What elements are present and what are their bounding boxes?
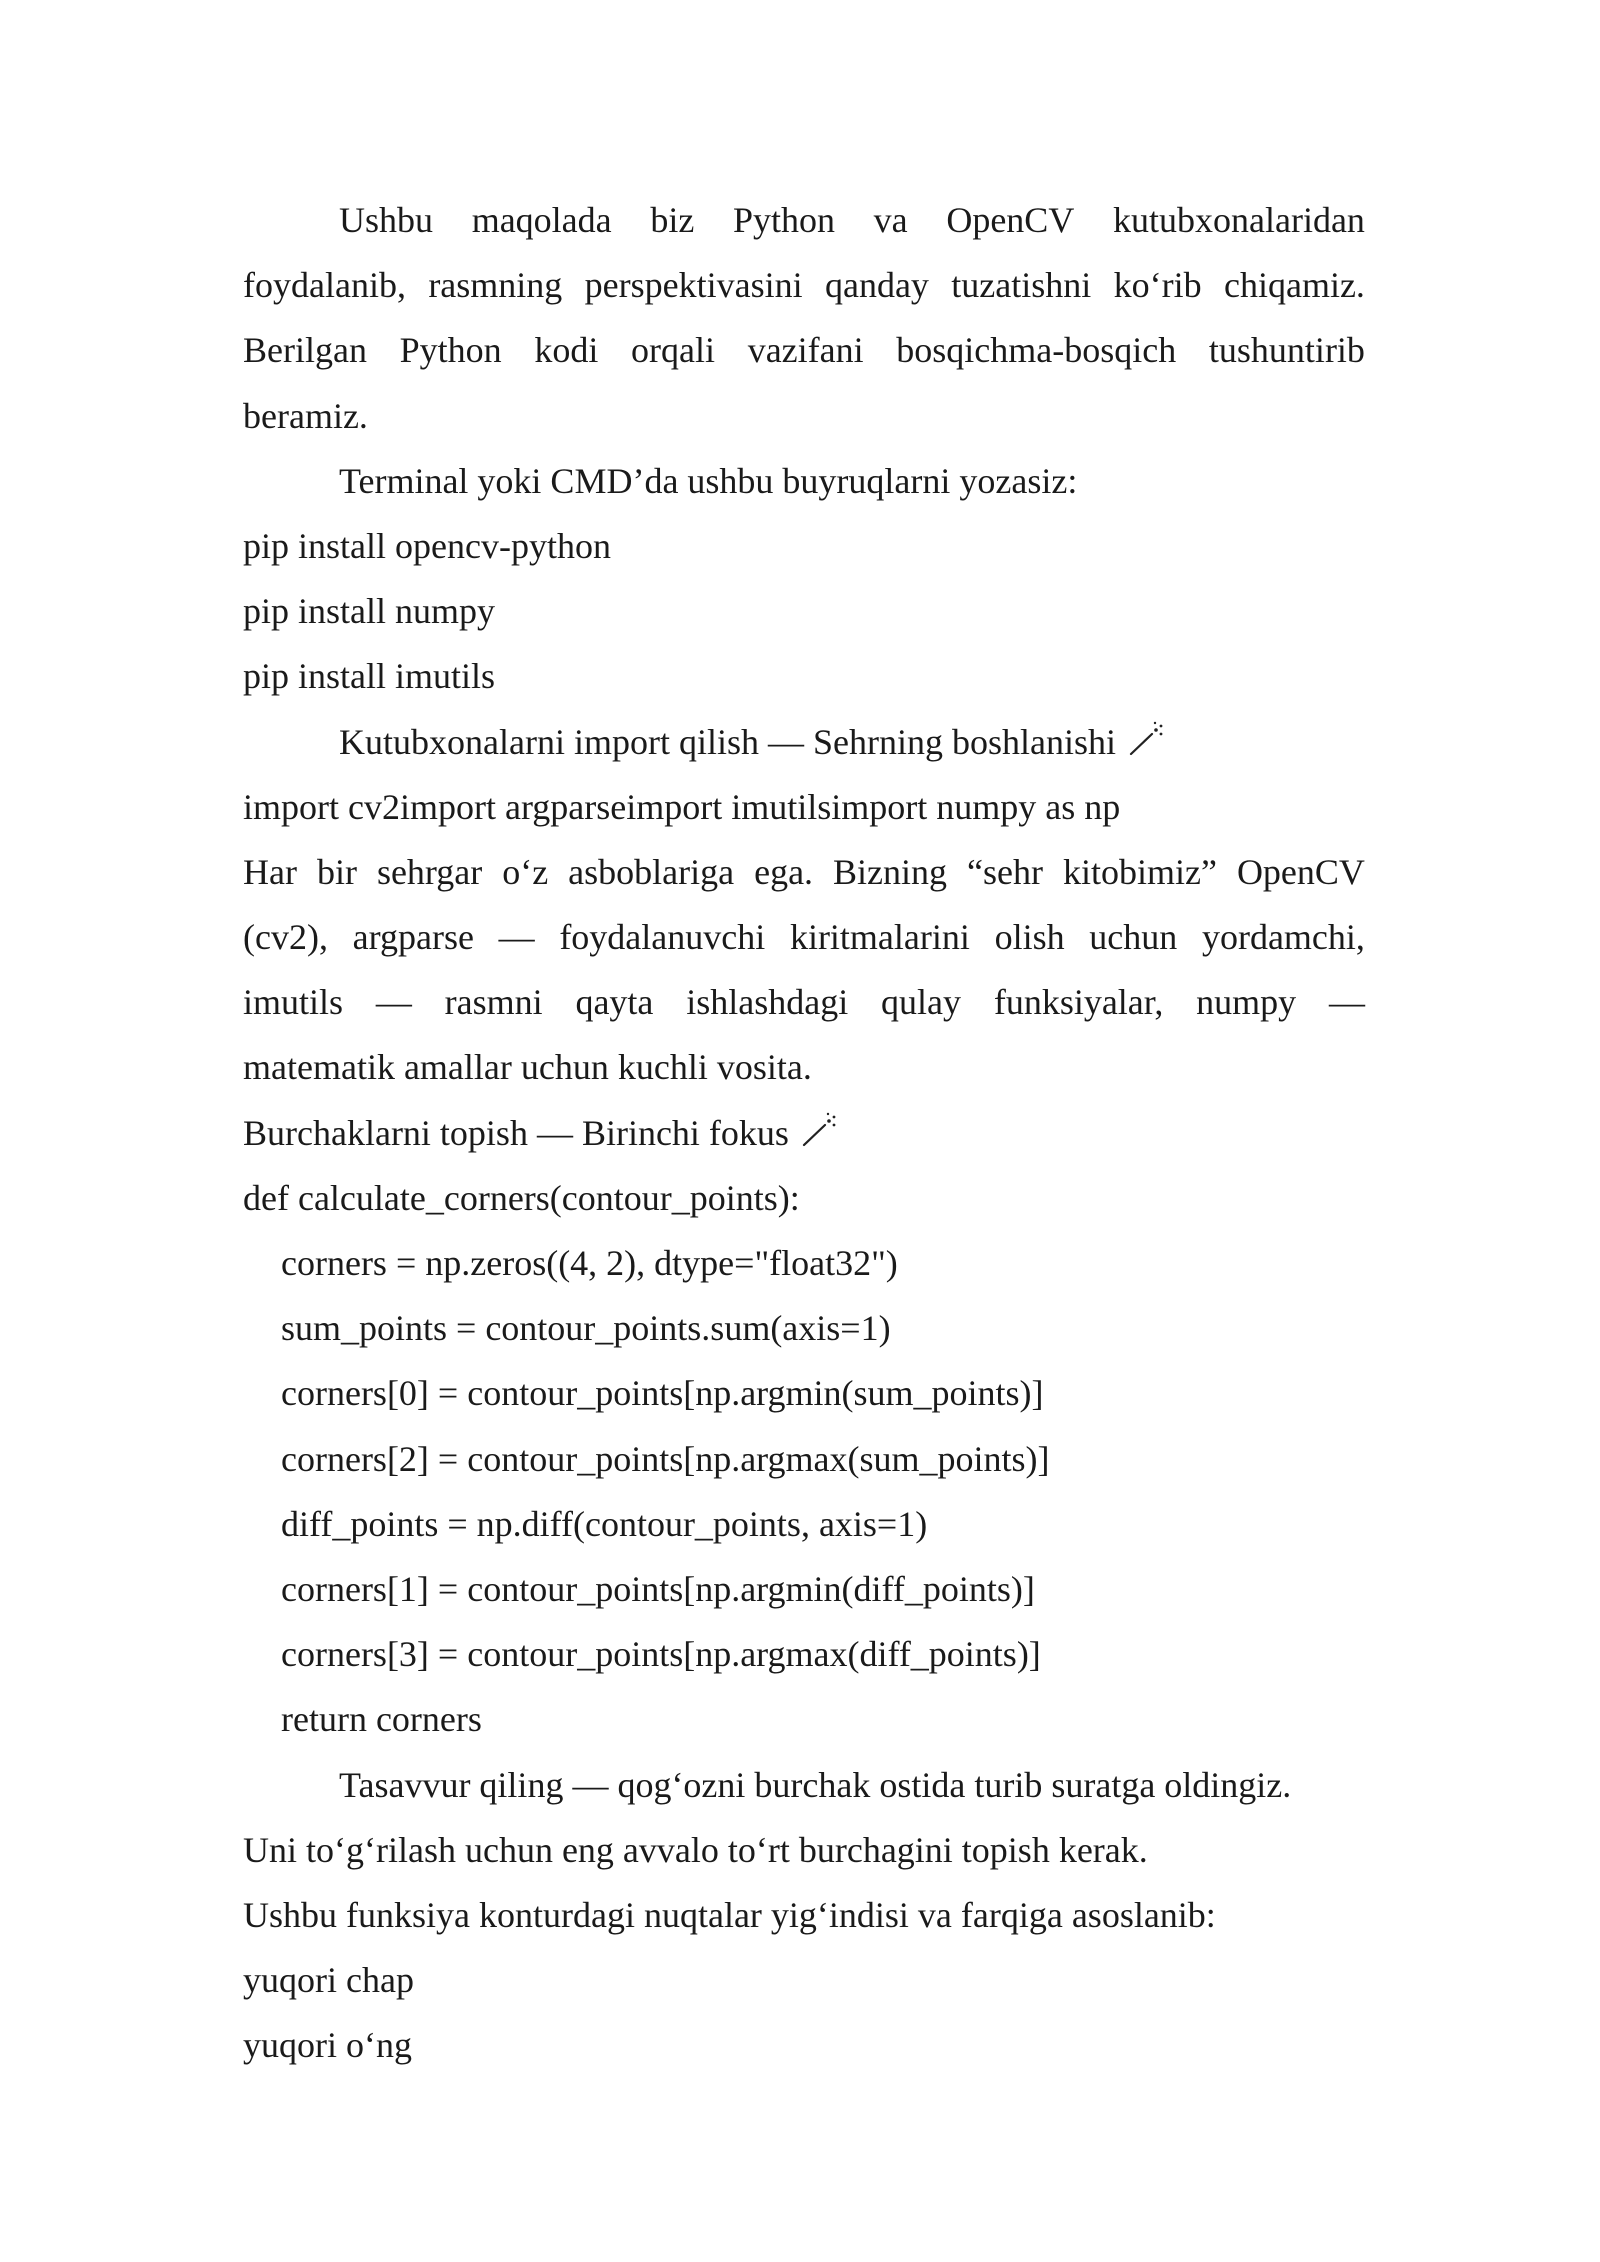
word: funksiyalar, <box>993 982 1164 1023</box>
word: maqolada <box>471 200 612 240</box>
word: ega. <box>754 851 814 892</box>
command-line: pip install opencv-python <box>243 525 611 566</box>
document-page <box>243 188 1365 2078</box>
section-heading-corners <box>243 1101 1365 1166</box>
word: olish <box>994 917 1065 958</box>
word: sehrgar <box>376 851 483 892</box>
explanation-paragraph-line-2: Uni to‘g‘rilash uchun eng avvalo to‘rt burchagini topish kerak. <box>243 1829 1148 1870</box>
import-code-line: import cv2import argparseimport imutilsimport numpy as np <box>243 786 1121 827</box>
word: tushuntirib <box>1208 330 1365 371</box>
word: orqali <box>631 330 716 371</box>
word: rasmning <box>428 265 563 306</box>
word: qulay <box>881 982 962 1023</box>
word: uchun <box>1089 917 1178 958</box>
word: perspektivasini <box>584 265 803 306</box>
word: yordamchi, <box>1201 917 1365 958</box>
word: imutils <box>243 982 344 1023</box>
libraries-paragraph-line-1 <box>243 840 1365 905</box>
intro-paragraph-line-4: beramiz. <box>243 395 368 436</box>
word: kutubxonalaridan <box>1113 200 1365 240</box>
word: vazifani <box>747 330 864 371</box>
word: biz <box>650 200 695 240</box>
function-description: Ushbu funksiya konturdagi nuqtalar yig‘indisi va farqiga asoslanib: <box>243 1894 1216 1935</box>
terminal-intro: Terminal yoki CMD’da ushbu buyruqlarni yozasiz: <box>339 460 1078 501</box>
word: bosqichma-bosqich <box>896 330 1177 371</box>
word: OpenCV <box>946 200 1075 240</box>
word: qanday <box>824 265 929 306</box>
word: asboblariga <box>568 851 735 892</box>
word: OpenCV <box>1236 851 1365 892</box>
word: Python <box>399 330 502 371</box>
word: ko‘rib <box>1113 265 1202 306</box>
section-heading-import <box>243 710 1365 775</box>
heading-text: Kutubxonalarni import qilish — Sehrning boshlanishi <box>339 721 1116 762</box>
word: kodi <box>534 330 599 371</box>
word: foydalanib, <box>243 265 406 306</box>
list-item: yuqori o‘ng <box>243 2025 412 2066</box>
code-body-line: corners[2] = contour_points[np.argmax(sum_points)] <box>281 1438 1050 1479</box>
word: numpy <box>1196 982 1297 1023</box>
command-line: pip install imutils <box>243 656 496 697</box>
word: kitobimiz” <box>1062 851 1217 892</box>
word: kiritmalarini <box>789 917 970 958</box>
word: ishlashdagi <box>686 982 849 1023</box>
word: — <box>498 917 535 958</box>
word: “sehr <box>967 851 1043 892</box>
word: va <box>873 200 908 240</box>
intro-paragraph-line-2 <box>243 253 1365 318</box>
word: Bizning <box>833 851 948 892</box>
word: chiqamiz. <box>1223 265 1365 306</box>
word: Ushbu <box>339 200 434 240</box>
code-body-line: corners[3] = contour_points[np.argmax(diff_points)] <box>281 1634 1041 1675</box>
libraries-paragraph-line-3 <box>243 970 1365 1035</box>
code-body-line: diff_points = np.diff(contour_points, axis=1) <box>281 1503 928 1544</box>
word: Har <box>243 851 297 892</box>
code-body-line: corners[0] = contour_points[np.argmin(sum_points)] <box>281 1373 1044 1414</box>
word: Berilgan <box>243 330 367 371</box>
word: tuzatishni <box>951 265 1092 306</box>
intro-paragraph-line-3 <box>243 318 1365 383</box>
heading-text: Burchaklarni topish — Birinchi fokus <box>243 1112 789 1153</box>
word: — <box>1328 982 1365 1023</box>
code-body-line: corners[1] = contour_points[np.argmin(diff_points)] <box>281 1568 1035 1609</box>
list-item: yuqori chap <box>243 1960 414 2001</box>
libraries-paragraph-line-2 <box>243 905 1365 970</box>
word: — <box>375 982 412 1023</box>
code-def-line: def calculate_corners(contour_points): <box>243 1177 800 1218</box>
word: (cv2), <box>243 917 328 958</box>
intro-paragraph-line-1 <box>243 188 1365 253</box>
word: argparse <box>352 917 474 958</box>
code-body-line: return corners <box>281 1699 482 1740</box>
code-body-line: sum_points = contour_points.sum(axis=1) <box>281 1308 891 1349</box>
libraries-paragraph-line-4: matematik amallar uchun kuchli vosita. <box>243 1047 812 1088</box>
command-line: pip install numpy <box>243 591 495 632</box>
magic-wand-icon <box>1126 716 1166 756</box>
word: qayta <box>575 982 654 1023</box>
word: Python <box>732 200 835 240</box>
word: foydalanuvchi <box>559 917 766 958</box>
word: rasmni <box>444 982 543 1023</box>
word: o‘z <box>502 851 549 892</box>
magic-wand-icon <box>799 1107 839 1147</box>
code-body-line: corners = np.zeros((4, 2), dtype="float32") <box>281 1243 898 1283</box>
explanation-paragraph-line-1: Tasavvur qiling — qog‘ozni burchak ostida turib suratga oldingiz. <box>339 1764 1292 1805</box>
word: bir <box>316 851 357 892</box>
